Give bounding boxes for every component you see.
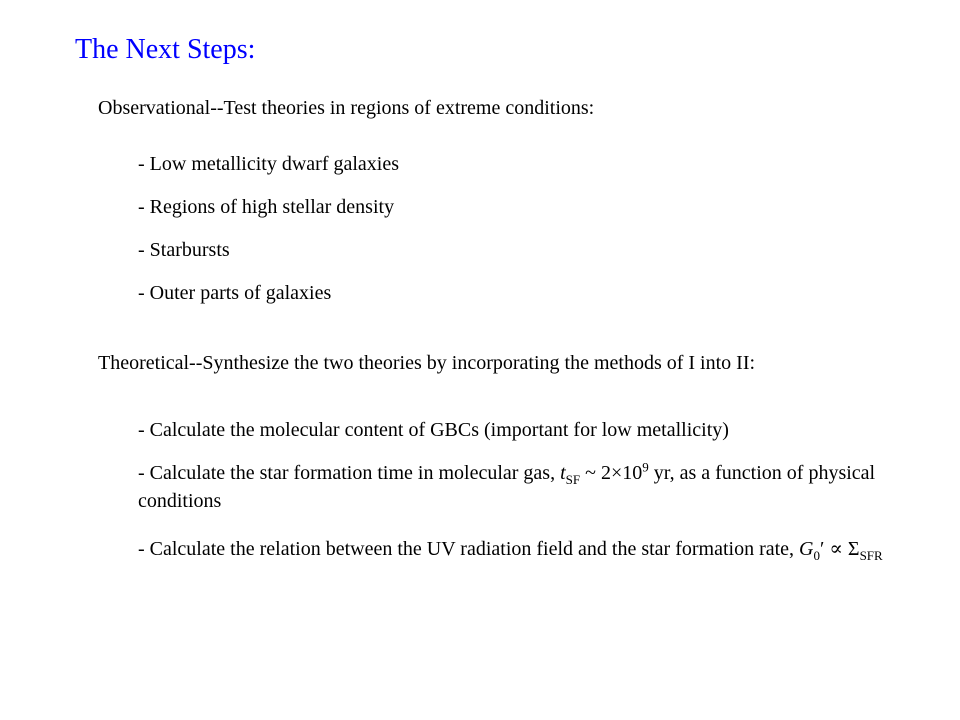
theoretical-item-molecular-content: - Calculate the molecular content of GBCs (important for low metallicity) — [138, 419, 729, 441]
g-symbol: G — [799, 538, 814, 560]
observational-item-low-metallicity: - Low metallicity dwarf galaxies — [138, 153, 400, 175]
star-formation-time-text: - Calculate the star formation time in molecular gas, — [138, 462, 561, 484]
t-symbol: t — [560, 462, 566, 484]
slide-title: The Next Steps: — [75, 34, 256, 65]
observational-item-outer-parts: - Outer parts of galaxies — [138, 282, 332, 304]
sigma-subscript: SFR — [859, 548, 883, 563]
t-exponent: 9 — [642, 459, 649, 475]
observational-item-stellar-density: - Regions of high stellar density — [138, 196, 395, 218]
sigma-symbol: Σ — [847, 538, 860, 560]
theoretical-item-uv-relation — [138, 535, 928, 563]
uv-relation-text: - Calculate the relation between the UV radiation field and the star formation rate, — [138, 538, 800, 560]
proportional-symbol: ′ ∝ — [820, 538, 848, 560]
g-subscript: 0 — [813, 548, 820, 563]
theoretical-item-star-formation-time — [138, 459, 928, 515]
observational-heading: Observational--Test theories in regions of extreme conditions: — [98, 97, 595, 119]
star-formation-time-text-end: yr, as a function of physical conditions — [138, 462, 876, 512]
t-subscript: SF — [565, 472, 581, 487]
t-value: ~ 2×10 — [580, 462, 643, 484]
observational-item-starbursts: - Starbursts — [138, 239, 230, 261]
theoretical-heading: Theoretical--Synthesize the two theories by incorporating the methods of I into II: — [98, 352, 756, 374]
